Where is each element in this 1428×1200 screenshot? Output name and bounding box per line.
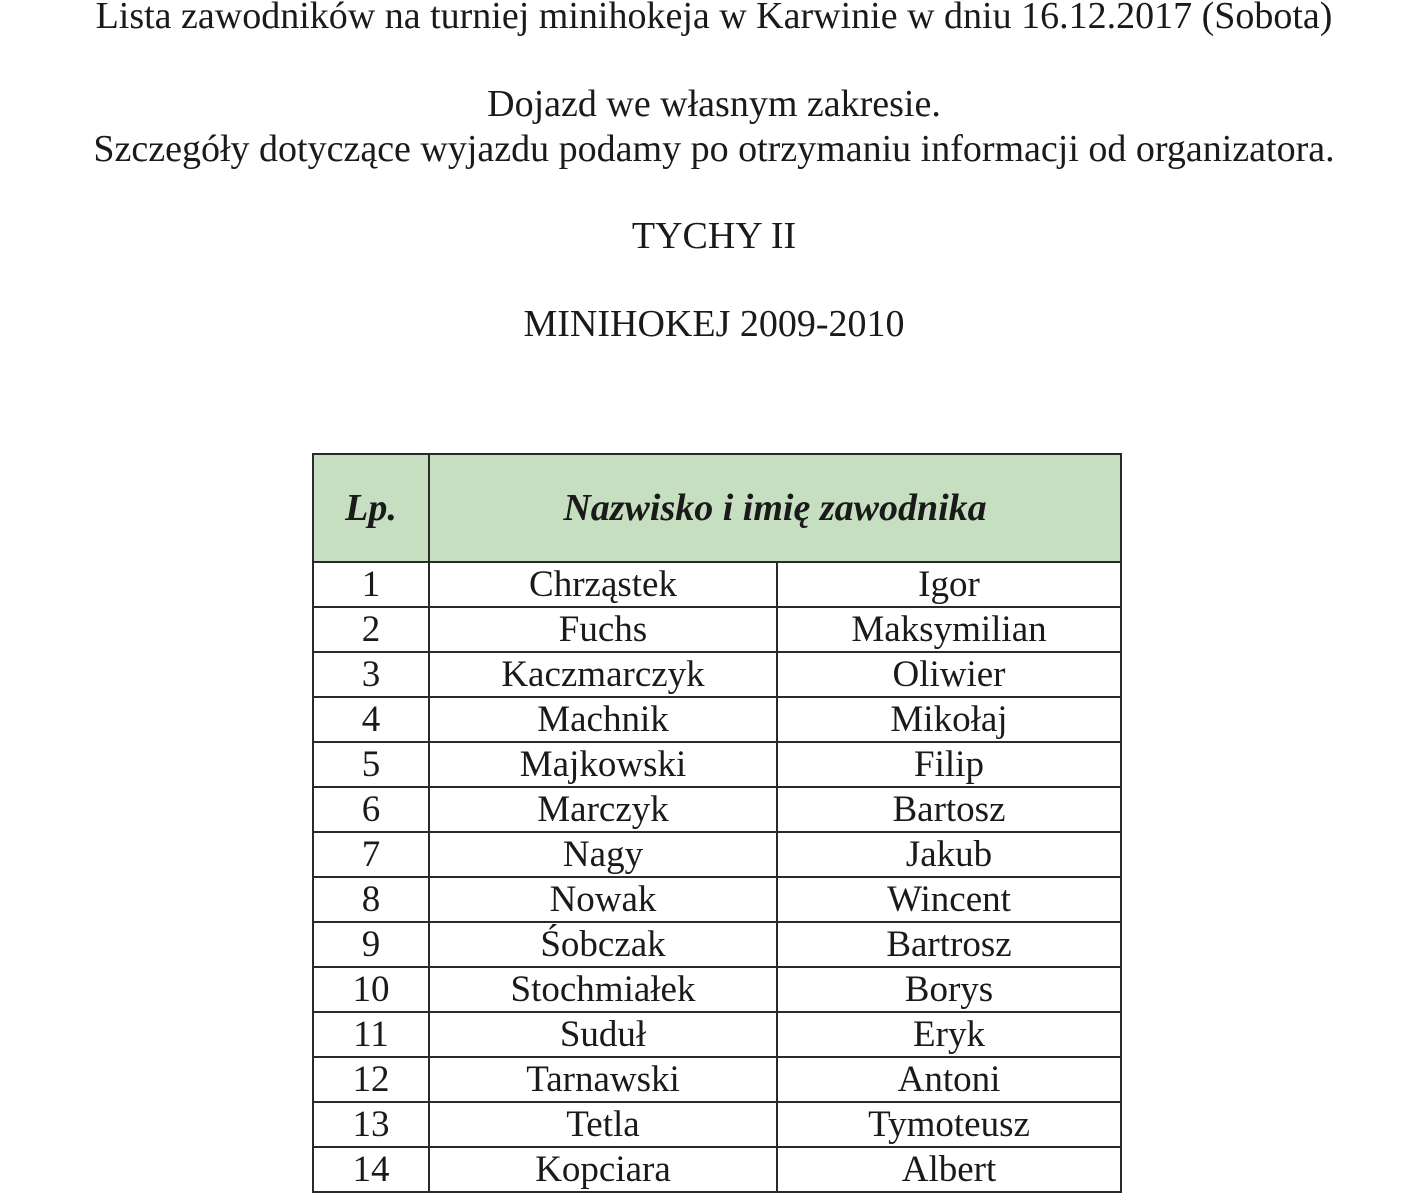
table-row — [313, 922, 1121, 967]
table-row — [313, 832, 1121, 877]
row-number: 8 — [313, 877, 429, 922]
row-number: 13 — [313, 1102, 429, 1147]
player-surname: Chrząstek — [429, 562, 777, 607]
row-number: 3 — [313, 652, 429, 697]
player-first-name: Bartrosz — [777, 922, 1121, 967]
player-roster-table — [312, 453, 1122, 1193]
row-number: 9 — [313, 922, 429, 967]
player-surname: Nagy — [429, 832, 777, 877]
player-first-name: Maksymilian — [777, 607, 1121, 652]
table-row — [313, 652, 1121, 697]
player-first-name: Oliwier — [777, 652, 1121, 697]
row-number: 12 — [313, 1057, 429, 1102]
player-surname: Nowak — [429, 877, 777, 922]
table-header-row — [313, 454, 1121, 562]
roster-body — [313, 562, 1121, 1192]
player-surname: Tetla — [429, 1102, 777, 1147]
player-surname: Marczyk — [429, 787, 777, 832]
player-first-name: Filip — [777, 742, 1121, 787]
player-surname: Śobczak — [429, 922, 777, 967]
category-name: MINIHOKEJ 2009-2010 — [523, 303, 905, 345]
player-surname: Tarnawski — [429, 1057, 777, 1102]
table-row — [313, 967, 1121, 1012]
player-surname: Kaczmarczyk — [429, 652, 777, 697]
row-number: 14 — [313, 1147, 429, 1192]
player-first-name: Bartosz — [777, 787, 1121, 832]
player-surname: Majkowski — [429, 742, 777, 787]
player-first-name: Igor — [777, 562, 1121, 607]
row-number: 2 — [313, 607, 429, 652]
table-row — [313, 877, 1121, 922]
header-player-name: Nazwisko i imię zawodnika — [429, 454, 1121, 562]
table-row — [313, 607, 1121, 652]
player-first-name: Antoni — [777, 1057, 1121, 1102]
player-first-name: Albert — [777, 1147, 1121, 1192]
player-surname: Kopciara — [429, 1147, 777, 1192]
player-first-name: Tymoteusz — [777, 1102, 1121, 1147]
row-number: 5 — [313, 742, 429, 787]
player-first-name: Borys — [777, 967, 1121, 1012]
row-number: 10 — [313, 967, 429, 1012]
row-number: 1 — [313, 562, 429, 607]
player-first-name: Mikołaj — [777, 697, 1121, 742]
player-first-name: Wincent — [777, 877, 1121, 922]
player-surname: Suduł — [429, 1012, 777, 1057]
player-first-name: Eryk — [777, 1012, 1121, 1057]
header-lp: Lp. — [313, 454, 429, 562]
table-row — [313, 787, 1121, 832]
row-number: 6 — [313, 787, 429, 832]
player-first-name: Jakub — [777, 832, 1121, 877]
player-surname: Fuchs — [429, 607, 777, 652]
table-row — [313, 1012, 1121, 1057]
document-title: Lista zawodników na turniej minihokeja w Karwinie w dniu 16.12.2017 (Sobota) — [95, 0, 1333, 37]
player-surname: Machnik — [429, 697, 777, 742]
table-row — [313, 1147, 1121, 1192]
player-surname: Stochmiałek — [429, 967, 777, 1012]
table-row — [313, 1057, 1121, 1102]
row-number: 7 — [313, 832, 429, 877]
details-note: Szczegóły dotyczące wyjazdu podamy po otrzymaniu informacji od organizatora. — [93, 128, 1335, 170]
table-row — [313, 1102, 1121, 1147]
table-row — [313, 562, 1121, 607]
team-name: TYCHY II — [631, 215, 797, 257]
row-number: 4 — [313, 697, 429, 742]
travel-note: Dojazd we własnym zakresie. — [487, 83, 941, 125]
table-row — [313, 742, 1121, 787]
row-number: 11 — [313, 1012, 429, 1057]
table-row — [313, 697, 1121, 742]
